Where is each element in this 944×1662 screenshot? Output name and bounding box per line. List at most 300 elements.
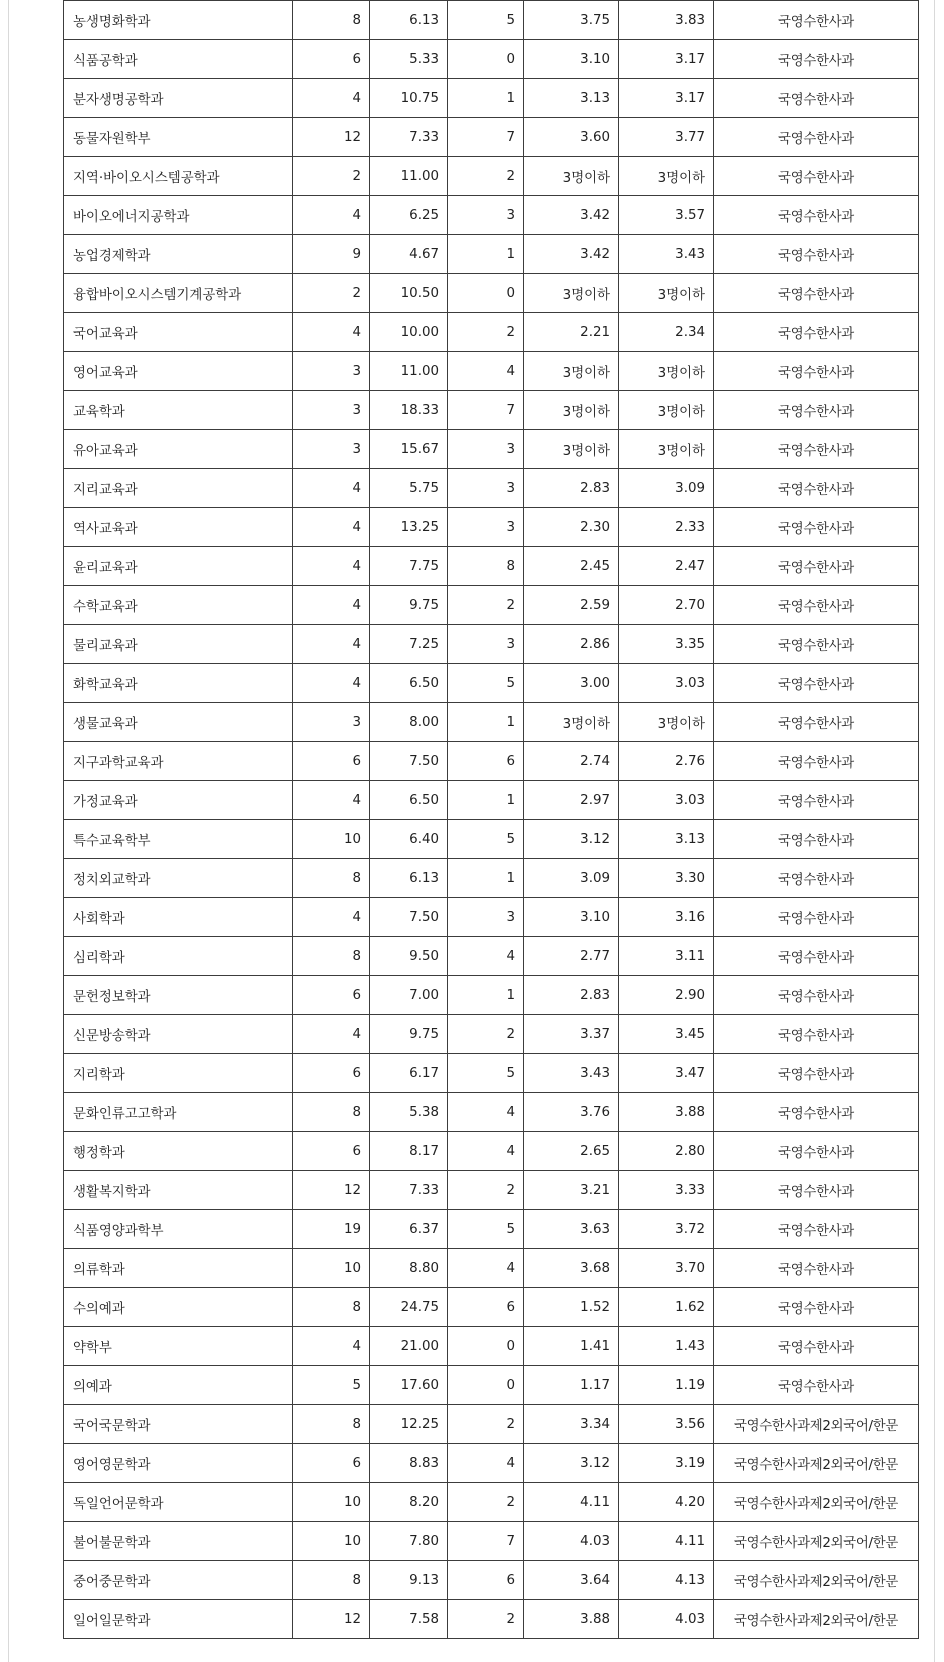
- subjects-cell: 국영수한사과: [714, 40, 919, 79]
- department-cell: 가정교육과: [64, 781, 293, 820]
- grade-avg-cell: 3.63: [524, 1210, 619, 1249]
- subjects-cell: 국영수한사과제2외국어/한문: [714, 1483, 919, 1522]
- department-cell: 불어불문학과: [64, 1522, 293, 1561]
- waitlist-cell: 7: [448, 118, 524, 157]
- department-cell: 약학부: [64, 1327, 293, 1366]
- table-row: [64, 1249, 919, 1288]
- waitlist-cell: 5: [448, 664, 524, 703]
- table-row: [64, 391, 919, 430]
- department-cell: 수학교육과: [64, 586, 293, 625]
- quota-cell: 10: [293, 1249, 370, 1288]
- subjects-cell: 국영수한사과: [714, 1171, 919, 1210]
- grade-avg-cell: 3.68: [524, 1249, 619, 1288]
- competition-ratio-cell: 7.50: [370, 742, 448, 781]
- grade-avg-cell: 2.65: [524, 1132, 619, 1171]
- subjects-cell: 국영수한사과: [714, 586, 919, 625]
- grade-avg-cell: 2.86: [524, 625, 619, 664]
- subjects-cell: 국영수한사과: [714, 1288, 919, 1327]
- grade-cut-cell: 3.72: [619, 1210, 714, 1249]
- department-cell: 영어교육과: [64, 352, 293, 391]
- subjects-cell: 국영수한사과: [714, 664, 919, 703]
- competition-ratio-cell: 9.50: [370, 937, 448, 976]
- grade-cut-cell: 3.43: [619, 235, 714, 274]
- competition-ratio-cell: 5.38: [370, 1093, 448, 1132]
- waitlist-cell: 5: [448, 820, 524, 859]
- department-cell: 심리학과: [64, 937, 293, 976]
- table-row: [64, 781, 919, 820]
- quota-cell: 4: [293, 898, 370, 937]
- table-row: [64, 1444, 919, 1483]
- table-row: [64, 1288, 919, 1327]
- grade-avg-cell: 1.41: [524, 1327, 619, 1366]
- competition-ratio-cell: 6.13: [370, 859, 448, 898]
- waitlist-cell: 2: [448, 586, 524, 625]
- waitlist-cell: 3: [448, 625, 524, 664]
- department-cell: 물리교육과: [64, 625, 293, 664]
- subjects-cell: 국영수한사과: [714, 1366, 919, 1405]
- waitlist-cell: 3: [448, 196, 524, 235]
- grade-cut-cell: 3.19: [619, 1444, 714, 1483]
- grade-cut-cell: 3.88: [619, 1093, 714, 1132]
- table-body: [64, 1, 919, 1639]
- waitlist-cell: 0: [448, 40, 524, 79]
- grade-avg-cell: 3.12: [524, 1444, 619, 1483]
- waitlist-cell: 6: [448, 1288, 524, 1327]
- table-row: [64, 976, 919, 1015]
- waitlist-cell: 4: [448, 352, 524, 391]
- department-cell: 바이오에너지공학과: [64, 196, 293, 235]
- grade-avg-cell: 3.10: [524, 40, 619, 79]
- waitlist-cell: 0: [448, 1366, 524, 1405]
- department-cell: 국어국문학과: [64, 1405, 293, 1444]
- grade-cut-cell: 3명이하: [619, 703, 714, 742]
- department-cell: 윤리교육과: [64, 547, 293, 586]
- grade-avg-cell: 1.52: [524, 1288, 619, 1327]
- table-row: [64, 157, 919, 196]
- quota-cell: 9: [293, 235, 370, 274]
- table-row: [64, 1366, 919, 1405]
- waitlist-cell: 4: [448, 1444, 524, 1483]
- grade-cut-cell: 3.70: [619, 1249, 714, 1288]
- table-row: [64, 196, 919, 235]
- department-cell: 지구과학교육과: [64, 742, 293, 781]
- grade-cut-cell: 3.03: [619, 664, 714, 703]
- grade-cut-cell: 2.70: [619, 586, 714, 625]
- competition-ratio-cell: 12.25: [370, 1405, 448, 1444]
- competition-ratio-cell: 24.75: [370, 1288, 448, 1327]
- subjects-cell: 국영수한사과: [714, 898, 919, 937]
- quota-cell: 4: [293, 508, 370, 547]
- waitlist-cell: 3: [448, 898, 524, 937]
- grade-cut-cell: 4.13: [619, 1561, 714, 1600]
- competition-ratio-cell: 8.17: [370, 1132, 448, 1171]
- table-row: [64, 1405, 919, 1444]
- department-cell: 사회학과: [64, 898, 293, 937]
- competition-ratio-cell: 6.40: [370, 820, 448, 859]
- grade-avg-cell: 3.60: [524, 118, 619, 157]
- waitlist-cell: 5: [448, 1210, 524, 1249]
- grade-cut-cell: 3.45: [619, 1015, 714, 1054]
- grade-cut-cell: 3.16: [619, 898, 714, 937]
- waitlist-cell: 4: [448, 1132, 524, 1171]
- department-cell: 지리학과: [64, 1054, 293, 1093]
- department-cell: 농생명화학과: [64, 1, 293, 40]
- competition-ratio-cell: 6.50: [370, 781, 448, 820]
- department-cell: 생활복지학과: [64, 1171, 293, 1210]
- waitlist-cell: 2: [448, 1405, 524, 1444]
- table-row: [64, 274, 919, 313]
- grade-cut-cell: 3.47: [619, 1054, 714, 1093]
- competition-ratio-cell: 7.80: [370, 1522, 448, 1561]
- grade-cut-cell: 2.80: [619, 1132, 714, 1171]
- table-row: [64, 742, 919, 781]
- waitlist-cell: 2: [448, 1015, 524, 1054]
- grade-avg-cell: 3명이하: [524, 703, 619, 742]
- competition-ratio-cell: 4.67: [370, 235, 448, 274]
- waitlist-cell: 3: [448, 430, 524, 469]
- grade-cut-cell: 3.56: [619, 1405, 714, 1444]
- department-cell: 분자생명공학과: [64, 79, 293, 118]
- waitlist-cell: 4: [448, 937, 524, 976]
- waitlist-cell: 5: [448, 1054, 524, 1093]
- competition-ratio-cell: 8.83: [370, 1444, 448, 1483]
- quota-cell: 10: [293, 820, 370, 859]
- subjects-cell: 국영수한사과: [714, 781, 919, 820]
- table-row: [64, 79, 919, 118]
- department-cell: 국어교육과: [64, 313, 293, 352]
- grade-avg-cell: 3명이하: [524, 430, 619, 469]
- competition-ratio-cell: 6.37: [370, 1210, 448, 1249]
- competition-ratio-cell: 10.75: [370, 79, 448, 118]
- quota-cell: 10: [293, 1483, 370, 1522]
- grade-cut-cell: 3.57: [619, 196, 714, 235]
- competition-ratio-cell: 10.50: [370, 274, 448, 313]
- table-row: [64, 1171, 919, 1210]
- grade-avg-cell: 3.34: [524, 1405, 619, 1444]
- subjects-cell: 국영수한사과제2외국어/한문: [714, 1600, 919, 1639]
- department-cell: 식품영양과학부: [64, 1210, 293, 1249]
- grade-avg-cell: 2.21: [524, 313, 619, 352]
- table-row: [64, 898, 919, 937]
- department-cell: 독일언어문학과: [64, 1483, 293, 1522]
- subjects-cell: 국영수한사과: [714, 118, 919, 157]
- department-cell: 화학교육과: [64, 664, 293, 703]
- waitlist-cell: 3: [448, 469, 524, 508]
- subjects-cell: 국영수한사과: [714, 235, 919, 274]
- grade-cut-cell: 2.34: [619, 313, 714, 352]
- subjects-cell: 국영수한사과: [714, 1015, 919, 1054]
- department-cell: 식품공학과: [64, 40, 293, 79]
- quota-cell: 19: [293, 1210, 370, 1249]
- table-row: [64, 703, 919, 742]
- competition-ratio-cell: 8.20: [370, 1483, 448, 1522]
- competition-ratio-cell: 10.00: [370, 313, 448, 352]
- quota-cell: 3: [293, 391, 370, 430]
- grade-avg-cell: 2.83: [524, 976, 619, 1015]
- competition-ratio-cell: 21.00: [370, 1327, 448, 1366]
- department-cell: 문화인류고고학과: [64, 1093, 293, 1132]
- quota-cell: 4: [293, 625, 370, 664]
- grade-avg-cell: 4.03: [524, 1522, 619, 1561]
- grade-cut-cell: 3.13: [619, 820, 714, 859]
- subjects-cell: 국영수한사과: [714, 1249, 919, 1288]
- subjects-cell: 국영수한사과제2외국어/한문: [714, 1561, 919, 1600]
- quota-cell: 4: [293, 79, 370, 118]
- subjects-cell: 국영수한사과제2외국어/한문: [714, 1405, 919, 1444]
- subjects-cell: 국영수한사과: [714, 625, 919, 664]
- waitlist-cell: 2: [448, 313, 524, 352]
- grade-avg-cell: 3.09: [524, 859, 619, 898]
- grade-avg-cell: 3명이하: [524, 391, 619, 430]
- quota-cell: 8: [293, 937, 370, 976]
- quota-cell: 3: [293, 703, 370, 742]
- grade-cut-cell: 3.03: [619, 781, 714, 820]
- table-row: [64, 1132, 919, 1171]
- quota-cell: 8: [293, 1, 370, 40]
- competition-ratio-cell: 7.75: [370, 547, 448, 586]
- department-cell: 융합바이오시스템기계공학과: [64, 274, 293, 313]
- waitlist-cell: 6: [448, 742, 524, 781]
- grade-avg-cell: 2.83: [524, 469, 619, 508]
- subjects-cell: 국영수한사과: [714, 352, 919, 391]
- quota-cell: 4: [293, 1327, 370, 1366]
- subjects-cell: 국영수한사과: [714, 1327, 919, 1366]
- quota-cell: 6: [293, 40, 370, 79]
- grade-avg-cell: 3.37: [524, 1015, 619, 1054]
- competition-ratio-cell: 15.67: [370, 430, 448, 469]
- grade-avg-cell: 3.75: [524, 1, 619, 40]
- waitlist-cell: 1: [448, 781, 524, 820]
- competition-ratio-cell: 9.75: [370, 586, 448, 625]
- competition-ratio-cell: 17.60: [370, 1366, 448, 1405]
- table-row: [64, 1093, 919, 1132]
- admission-results-table: [63, 0, 919, 1639]
- subjects-cell: 국영수한사과: [714, 859, 919, 898]
- subjects-cell: 국영수한사과: [714, 274, 919, 313]
- competition-ratio-cell: 9.75: [370, 1015, 448, 1054]
- competition-ratio-cell: 8.80: [370, 1249, 448, 1288]
- competition-ratio-cell: 7.33: [370, 118, 448, 157]
- grade-avg-cell: 3명이하: [524, 274, 619, 313]
- table-row: [64, 820, 919, 859]
- grade-cut-cell: 1.62: [619, 1288, 714, 1327]
- subjects-cell: 국영수한사과: [714, 1, 919, 40]
- subjects-cell: 국영수한사과: [714, 313, 919, 352]
- table-row: [64, 469, 919, 508]
- quota-cell: 6: [293, 1132, 370, 1171]
- competition-ratio-cell: 6.25: [370, 196, 448, 235]
- department-cell: 문헌정보학과: [64, 976, 293, 1015]
- grade-cut-cell: 3.17: [619, 40, 714, 79]
- quota-cell: 10: [293, 1522, 370, 1561]
- waitlist-cell: 1: [448, 79, 524, 118]
- table-row: [64, 1210, 919, 1249]
- table-row: [64, 625, 919, 664]
- department-cell: 생물교육과: [64, 703, 293, 742]
- grade-avg-cell: 1.17: [524, 1366, 619, 1405]
- grade-cut-cell: 3명이하: [619, 430, 714, 469]
- table-row: [64, 586, 919, 625]
- grade-avg-cell: 3.00: [524, 664, 619, 703]
- waitlist-cell: 2: [448, 1483, 524, 1522]
- table-row: [64, 547, 919, 586]
- quota-cell: 8: [293, 859, 370, 898]
- table-row: [64, 313, 919, 352]
- competition-ratio-cell: 7.50: [370, 898, 448, 937]
- department-cell: 정치외교학과: [64, 859, 293, 898]
- subjects-cell: 국영수한사과제2외국어/한문: [714, 1522, 919, 1561]
- waitlist-cell: 0: [448, 1327, 524, 1366]
- grade-avg-cell: 2.97: [524, 781, 619, 820]
- grade-avg-cell: 2.30: [524, 508, 619, 547]
- waitlist-cell: 2: [448, 1600, 524, 1639]
- department-cell: 의류학과: [64, 1249, 293, 1288]
- table-row: [64, 1483, 919, 1522]
- subjects-cell: 국영수한사과: [714, 391, 919, 430]
- competition-ratio-cell: 9.13: [370, 1561, 448, 1600]
- grade-cut-cell: 3명이하: [619, 391, 714, 430]
- table-row: [64, 937, 919, 976]
- department-cell: 수의예과: [64, 1288, 293, 1327]
- quota-cell: 6: [293, 976, 370, 1015]
- subjects-cell: 국영수한사과: [714, 1093, 919, 1132]
- table-row: [64, 859, 919, 898]
- grade-avg-cell: 3.21: [524, 1171, 619, 1210]
- subjects-cell: 국영수한사과: [714, 937, 919, 976]
- quota-cell: 8: [293, 1093, 370, 1132]
- table-row: [64, 508, 919, 547]
- grade-avg-cell: 3.43: [524, 1054, 619, 1093]
- quota-cell: 4: [293, 586, 370, 625]
- quota-cell: 4: [293, 781, 370, 820]
- subjects-cell: 국영수한사과: [714, 1054, 919, 1093]
- subjects-cell: 국영수한사과: [714, 196, 919, 235]
- grade-cut-cell: 4.11: [619, 1522, 714, 1561]
- subjects-cell: 국영수한사과: [714, 79, 919, 118]
- waitlist-cell: 7: [448, 1522, 524, 1561]
- department-cell: 신문방송학과: [64, 1015, 293, 1054]
- subjects-cell: 국영수한사과: [714, 430, 919, 469]
- grade-avg-cell: 3.13: [524, 79, 619, 118]
- table-row: [64, 430, 919, 469]
- subjects-cell: 국영수한사과: [714, 742, 919, 781]
- competition-ratio-cell: 18.33: [370, 391, 448, 430]
- table-row: [64, 352, 919, 391]
- grade-avg-cell: 3.64: [524, 1561, 619, 1600]
- left-border: [8, 0, 9, 1662]
- subjects-cell: 국영수한사과: [714, 1210, 919, 1249]
- department-cell: 역사교육과: [64, 508, 293, 547]
- waitlist-cell: 1: [448, 703, 524, 742]
- waitlist-cell: 2: [448, 1171, 524, 1210]
- department-cell: 영어영문학과: [64, 1444, 293, 1483]
- grade-avg-cell: 2.74: [524, 742, 619, 781]
- table-row: [64, 664, 919, 703]
- competition-ratio-cell: 13.25: [370, 508, 448, 547]
- grade-cut-cell: 3.35: [619, 625, 714, 664]
- subjects-cell: 국영수한사과: [714, 157, 919, 196]
- grade-avg-cell: 2.59: [524, 586, 619, 625]
- quota-cell: 8: [293, 1405, 370, 1444]
- grade-cut-cell: 2.76: [619, 742, 714, 781]
- grade-cut-cell: 4.03: [619, 1600, 714, 1639]
- department-cell: 지역·바이오시스템공학과: [64, 157, 293, 196]
- department-cell: 특수교육학부: [64, 820, 293, 859]
- competition-ratio-cell: 11.00: [370, 157, 448, 196]
- competition-ratio-cell: 6.50: [370, 664, 448, 703]
- quota-cell: 2: [293, 274, 370, 313]
- competition-ratio-cell: 8.00: [370, 703, 448, 742]
- grade-cut-cell: 2.90: [619, 976, 714, 1015]
- grade-cut-cell: 3명이하: [619, 157, 714, 196]
- grade-cut-cell: 3명이하: [619, 274, 714, 313]
- grade-cut-cell: 1.19: [619, 1366, 714, 1405]
- quota-cell: 6: [293, 742, 370, 781]
- grade-avg-cell: 2.77: [524, 937, 619, 976]
- quota-cell: 4: [293, 196, 370, 235]
- department-cell: 동물자원학부: [64, 118, 293, 157]
- waitlist-cell: 1: [448, 859, 524, 898]
- waitlist-cell: 7: [448, 391, 524, 430]
- table-row: [64, 1522, 919, 1561]
- table-row: [64, 40, 919, 79]
- quota-cell: 4: [293, 313, 370, 352]
- waitlist-cell: 1: [448, 976, 524, 1015]
- table-row: [64, 1327, 919, 1366]
- quota-cell: 8: [293, 1561, 370, 1600]
- waitlist-cell: 4: [448, 1249, 524, 1288]
- grade-cut-cell: 3.09: [619, 469, 714, 508]
- subjects-cell: 국영수한사과: [714, 547, 919, 586]
- quota-cell: 4: [293, 664, 370, 703]
- quota-cell: 4: [293, 469, 370, 508]
- grade-avg-cell: 3.12: [524, 820, 619, 859]
- table-row: [64, 1600, 919, 1639]
- department-cell: 일어일문학과: [64, 1600, 293, 1639]
- quota-cell: 12: [293, 118, 370, 157]
- grade-cut-cell: 1.43: [619, 1327, 714, 1366]
- grade-cut-cell: 3명이하: [619, 352, 714, 391]
- quota-cell: 12: [293, 1171, 370, 1210]
- waitlist-cell: 6: [448, 1561, 524, 1600]
- grade-cut-cell: 3.11: [619, 937, 714, 976]
- department-cell: 농업경제학과: [64, 235, 293, 274]
- waitlist-cell: 8: [448, 547, 524, 586]
- table-row: [64, 118, 919, 157]
- waitlist-cell: 5: [448, 1, 524, 40]
- grade-cut-cell: 4.20: [619, 1483, 714, 1522]
- grade-avg-cell: 4.11: [524, 1483, 619, 1522]
- quota-cell: 4: [293, 547, 370, 586]
- subjects-cell: 국영수한사과: [714, 469, 919, 508]
- grade-avg-cell: 3.42: [524, 196, 619, 235]
- grade-cut-cell: 3.17: [619, 79, 714, 118]
- quota-cell: 5: [293, 1366, 370, 1405]
- subjects-cell: 국영수한사과: [714, 976, 919, 1015]
- waitlist-cell: 3: [448, 508, 524, 547]
- quota-cell: 8: [293, 1288, 370, 1327]
- competition-ratio-cell: 5.33: [370, 40, 448, 79]
- grade-avg-cell: 2.45: [524, 547, 619, 586]
- grade-cut-cell: 3.33: [619, 1171, 714, 1210]
- waitlist-cell: 1: [448, 235, 524, 274]
- quota-cell: 12: [293, 1600, 370, 1639]
- grade-cut-cell: 3.30: [619, 859, 714, 898]
- department-cell: 지리교육과: [64, 469, 293, 508]
- grade-avg-cell: 3.42: [524, 235, 619, 274]
- quota-cell: 4: [293, 1015, 370, 1054]
- grade-avg-cell: 3.10: [524, 898, 619, 937]
